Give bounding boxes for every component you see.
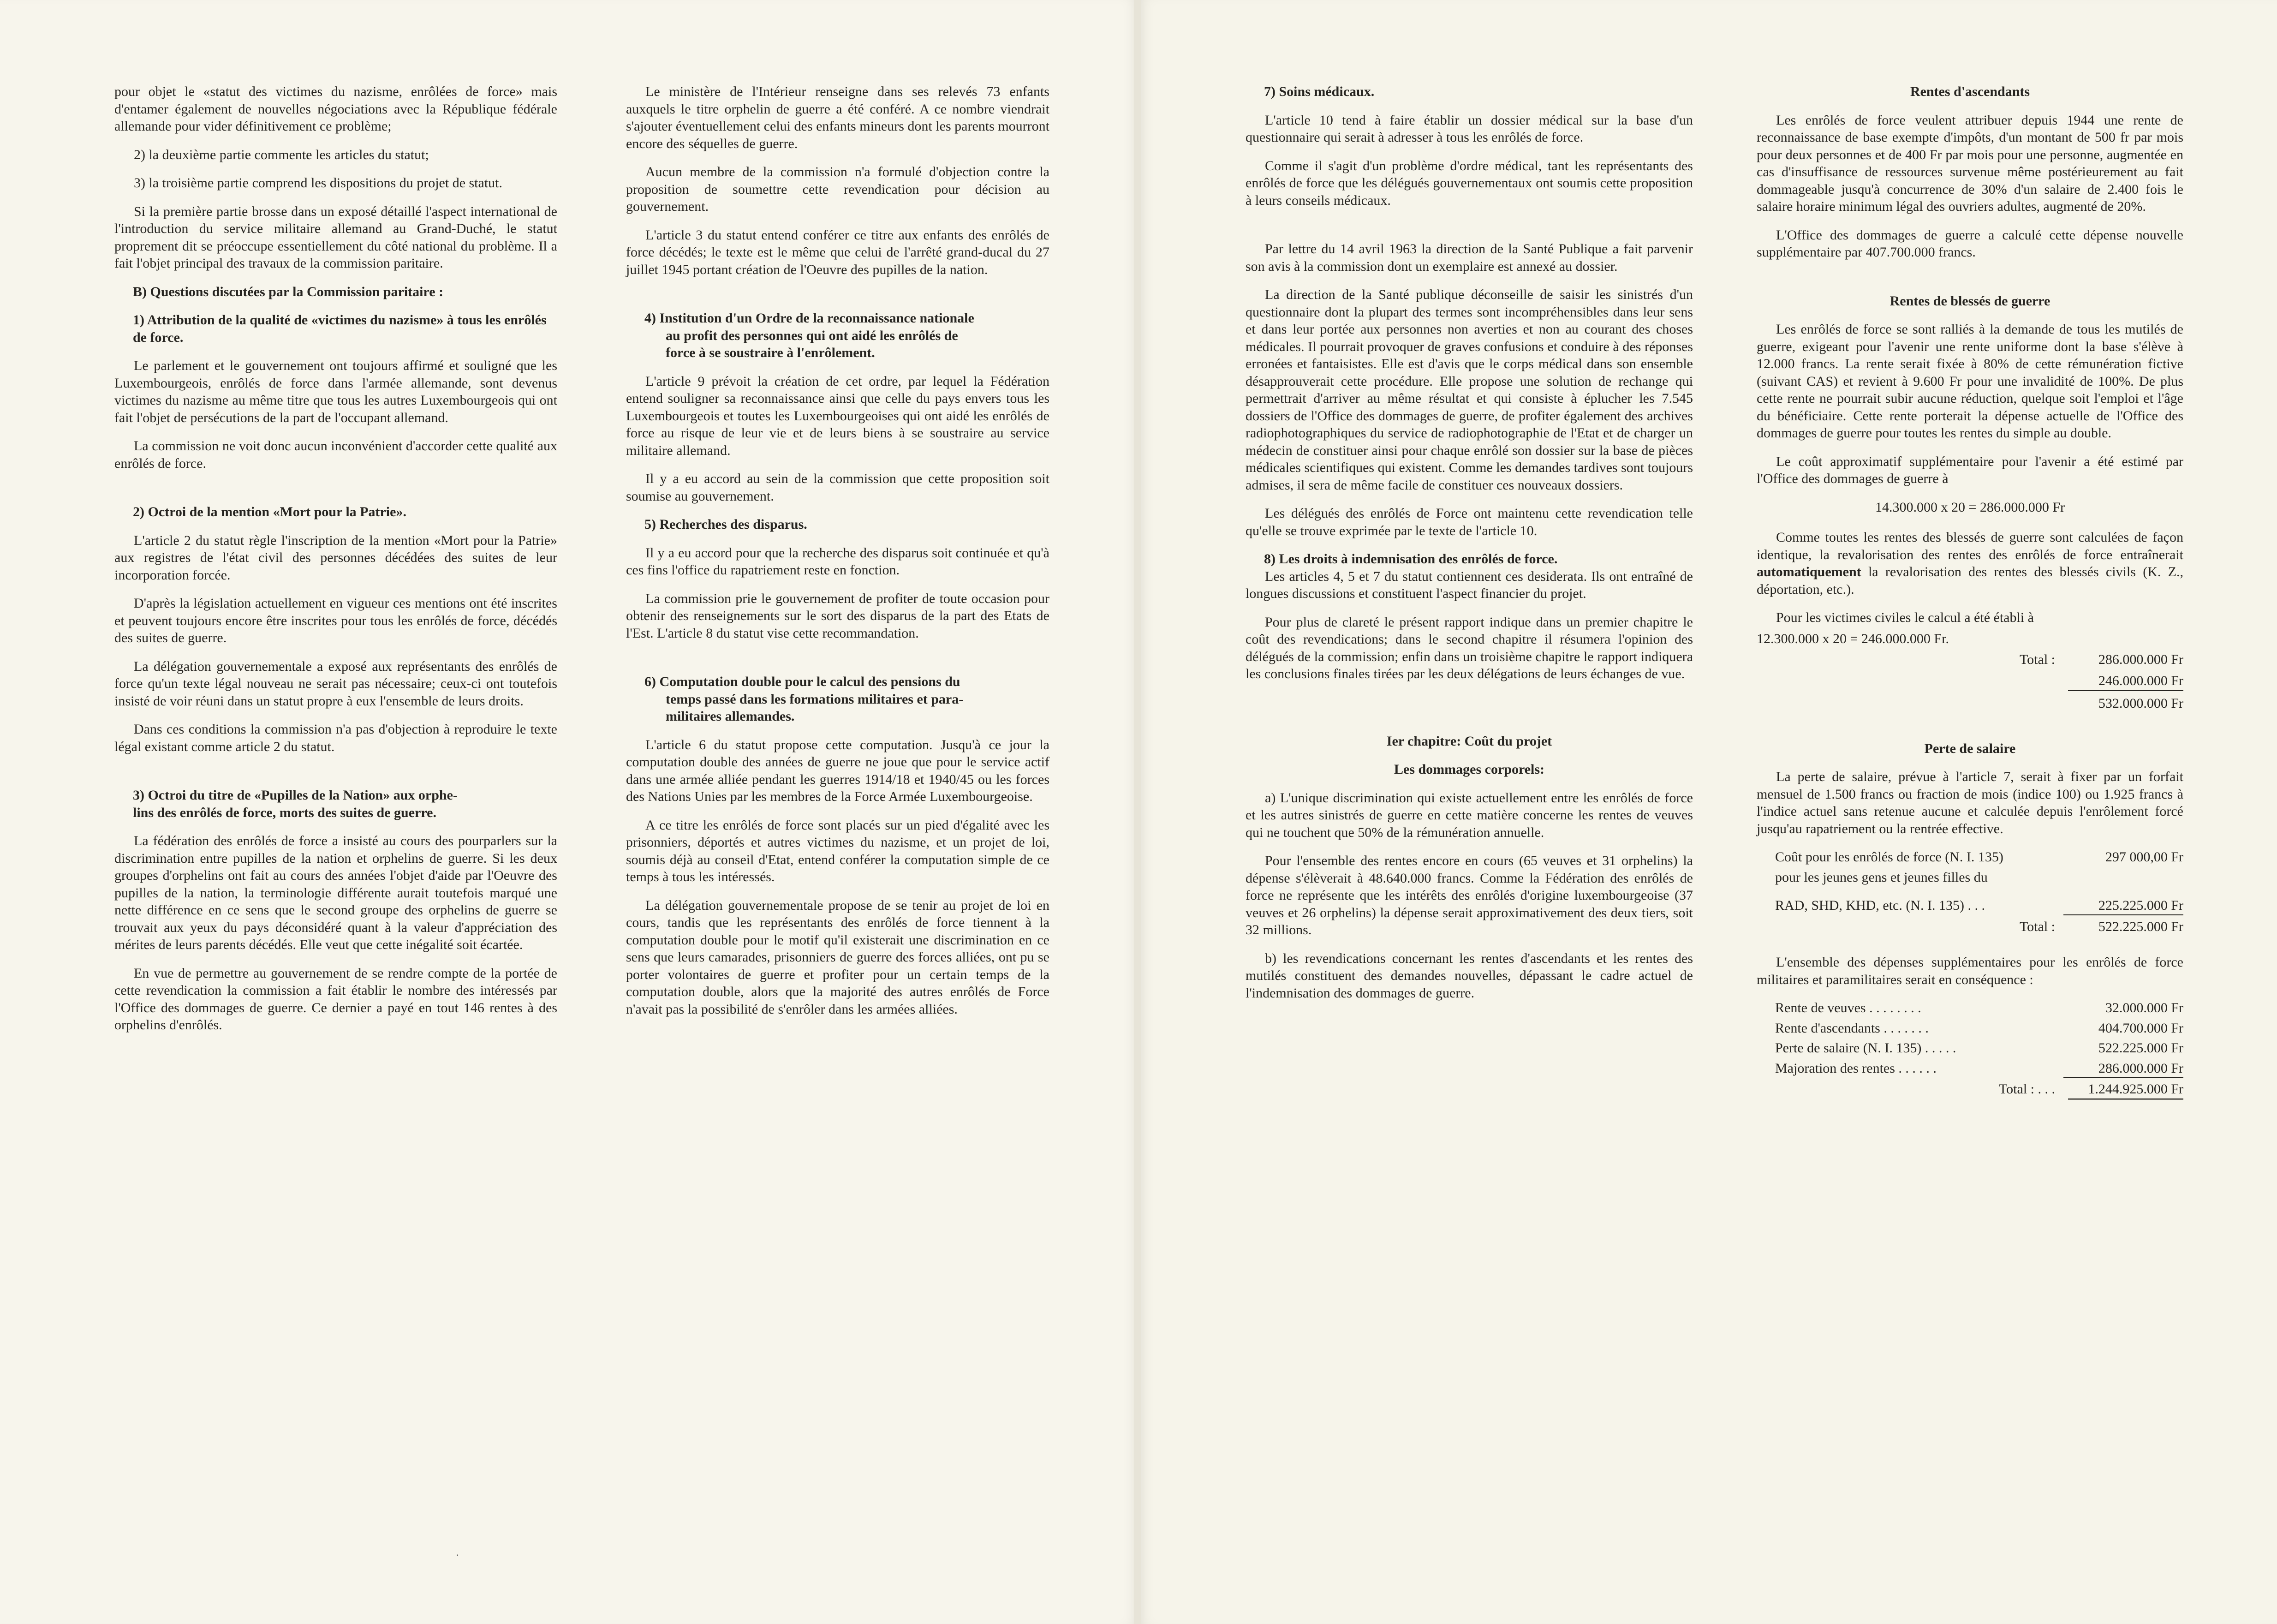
heading-line: lins des enrôlés de force, morts des suites de guerre. bbox=[133, 805, 436, 820]
paragraph: a) L'unique discrimination qui existe actuellement entre les enrôlés de force et les autres sinistrés de guerre en cette matière concerne les rentes de veuves qui ne touchent que 50% de la rémunération annuelle. bbox=[1246, 790, 1693, 840]
paragraph: La direction de la Santé publique déconseille de saisir les sinistrés d'un questionnaire dont la plupart des termes sont incompréhensibles dans leur sens et dans leur portée aux personnes non averties et non au courant des choses médicales. Il pourrait provoquer de graves confusions et conduire à des réponses erronées et fantaisistes. Elle est d'avis que le corps médical dans son ensemble désapprouverait cette procédure. Elle propose une solution de rechange qui permettrait d'arriver au même résultat et qui consiste à éplucher les 7.545 dossiers de l'Office des dommages de guerre, de profiter également des archives radiophotographiques du service de radiophotographie de l'Etat et de charger un médecin de constituer ainsi pour chaque enrôlé son dossier sur la base de pièces médicales scientifiques qui existent. Comme les demandes tardives sont toujours admises, il sera de même facile de constituer ces nouveaux dossiers. bbox=[1246, 287, 1693, 493]
expense-value: 404.700.000 Fr bbox=[2098, 1020, 2183, 1036]
paragraph: Les articles 4, 5 et 7 du statut contiennent ces desiderata. Ils ont entraîné de longues discussions et constituent l'aspect financier du projet. bbox=[1246, 568, 1693, 601]
paragraph: Si la première partie brosse dans un exposé détaillé l'aspect international de l'introduction du service militaire allemand au Grand-Duché, le statut proprement dit se préoccupe essentiellement du côté national du problème. Il a fait l'objet principal des travaux de la commission paritaire. bbox=[114, 203, 557, 271]
expense-value: 522.225.000 Fr bbox=[2098, 1040, 2183, 1056]
paragraph: L'Office des dommages de guerre a calculé cette dépense nouvelle supplémentaire par 407.700.000 francs. bbox=[1757, 227, 2183, 260]
column-4 bbox=[1757, 83, 2183, 1104]
heading-line: au profit des personnes qui ont aidé les enrôlés de bbox=[666, 328, 958, 343]
section-heading: Rentes d'ascendants bbox=[1910, 84, 2030, 99]
equation: 12.300.000 x 20 = 246.000.000 Fr. bbox=[1757, 631, 1949, 646]
paragraph: La commission ne voit donc aucun inconvénient d'accorder cette qualité aux enrôlés de force. bbox=[114, 438, 557, 471]
page-mark: · bbox=[456, 1549, 459, 1561]
section-heading bbox=[626, 673, 1049, 725]
heading-line: temps passé dans les formations militaires et para- bbox=[666, 691, 964, 707]
expense-row bbox=[1757, 999, 2183, 1017]
expense-value: 286.000.000 Fr bbox=[2063, 1060, 2183, 1078]
heading-line: 4) Institution d'un Ordre de la reconnaissance nationale bbox=[644, 310, 974, 326]
total-row bbox=[1757, 672, 2183, 692]
paragraph: La fédération des enrôlés de force a insisté au cours des pourparlers sur la discrimination entre pupilles de la nation et orphelins de guerre. Si les deux groupes d'orphelins ont fait au cours des années l'objet d'aide par l'Oeuvre des pupilles de la nation, la terminologie différente aurait toutefois marqué une nette différence en ce sens que le second groupe des orphelins de guerre se trouvait aux yeux du pays déconsidéré quant à la valeur d'appréciation des mérites de leurs parents décédés. Elle veut que cette inégalité soit écartée. bbox=[114, 833, 557, 952]
paragraph: L'article 10 tend à faire établir un dossier médical sur la base d'un questionnaire qui serait à adresser à tous les enrôlés de force. bbox=[1246, 112, 1693, 145]
column-1 bbox=[114, 83, 557, 1045]
paragraph: Le coût approximatif supplémentaire pour l'avenir a été estimé par l'Office des dommages de guerre à bbox=[1757, 454, 2183, 486]
paragraph: L'article 6 du statut propose cette computation. Jusqu'à ce jour la computation double des années de guerre ne joue que pour le service actif dans une armée alliée pendant les guerres 1914/18 et 1940/45 ou les forces des Nations Unies par les membres de la Force Armée Luxembourgeoise. bbox=[626, 737, 1049, 804]
expense-value: 32.000.000 Fr bbox=[2105, 1000, 2183, 1015]
section-heading: Rentes de blessés de guerre bbox=[1890, 293, 2050, 309]
column-2 bbox=[626, 83, 1049, 1029]
paragraph: Les enrôlés de force se sont ralliés à la demande de tous les mutilés de guerre, exigeant pour l'avenir une rente uniforme dont la base s'élève à 12.000 francs. La rente serait fixée à 80% de cette rémunération fictive (suivant CAS) et revient à 9.600 Fr pour une invalidité de 100%. De plus cette rente ne pourrait subir aucune réduction, quelque soit l'emploi et l'âge du bénéficiaire. Cette rente porterait la dépense actuelle de l'Office des dommages de guerre pour toutes les rentes du simple au double. bbox=[1757, 322, 2183, 441]
total-value: 246.000.000 Fr bbox=[2068, 672, 2183, 692]
section-heading: 1) Attribution de la qualité de «victimes du nazisme» à tous les enrôlés de force. bbox=[133, 312, 547, 345]
paragraph: b) les revendications concernant les rentes d'ascendants et les rentes des mutilés constituent des demandes nouvelles, dépassant le cadre actuel de l'indemnisation des dommages de guerre. bbox=[1246, 950, 1693, 1001]
total-row bbox=[1757, 918, 2183, 936]
paragraph: L'ensemble des dépenses supplémentaires pour les enrôlés de force militaires et paramilitaires serait en conséquence : bbox=[1757, 955, 2183, 987]
section-heading: 8) Les droits à indemnisation des enrôlés de force. bbox=[1264, 551, 1558, 567]
expense-row bbox=[1757, 1060, 2183, 1078]
section-heading: 2) Octroi de la mention «Mort pour la Patrie». bbox=[133, 504, 406, 519]
expense-label: Rente de veuves . . . . . . . . bbox=[1775, 1000, 1921, 1015]
paragraph: 2) la deuxième partie commente les articles du statut; bbox=[134, 147, 429, 162]
paragraph: pour objet le «statut des victimes du nazisme, enrôlées de force» mais d'entamer également de nouvelles négociations avec la République fédérale allemande pour vider définitivement ce problème; bbox=[114, 84, 557, 134]
heading-line: 6) Computation double pour le calcul des pensions du bbox=[644, 674, 960, 689]
expense-label: Majoration des rentes . . . . . . bbox=[1775, 1060, 1937, 1076]
expense-table bbox=[1757, 999, 2183, 1078]
total-row bbox=[1757, 651, 2183, 669]
paragraph: Par lettre du 14 avril 1963 la direction de la Santé Publique a fait parvenir son avis à la commission dont un exemplaire est annexé au dossier. bbox=[1246, 241, 1693, 274]
bold-run: automatiquement bbox=[1757, 564, 1861, 579]
paragraph: Dans ces conditions la commission n'a pas d'objection à reproduire le texte légal existant comme article 2 du statut. bbox=[114, 722, 557, 754]
equation: 14.300.000 x 20 = 286.000.000 Fr bbox=[1875, 499, 2065, 515]
paragraph: 3) la troisième partie comprend les dispositions du projet de statut. bbox=[134, 175, 502, 191]
cost-value: 225.225.000 Fr bbox=[2063, 897, 2183, 915]
paragraph: Pour l'ensemble des rentes encore en cours (65 veuves et 31 orphelins) la dépense s'élèverait à 48.640.000 francs. Comme la Fédération des enrôlés de force ne représente que les intérêts des enrôlés d'origine luxembourgeoise (37 veuves et 26 orphelins) la dépense serait approximativement des deux tiers, soit 32 millions. bbox=[1246, 853, 1693, 937]
heading-line: 3) Octroi du titre de «Pupilles de la Nation» aux orphe- bbox=[133, 788, 458, 803]
section-heading: Perte de salaire bbox=[1924, 740, 2016, 756]
paragraph: Il y a eu accord pour que la recherche des disparus soit continuée et qu'à ces fins l'office du rapatriement reste en fonction. bbox=[626, 545, 1049, 578]
paragraph bbox=[1757, 529, 2183, 598]
cost-label: Coût pour les enrôlés de force (N. I. 135) bbox=[1775, 849, 2003, 865]
column-3 bbox=[1246, 83, 1693, 1013]
paragraph: A ce titre les enrôlés de force sont placés sur un pied d'égalité avec les prisonniers, déportés et autres victimes du nazisme, et un projet de loi, soumis déjà au conseil d'Etat, entend conférer la computation simple de ce temps à tous les intéressés. bbox=[626, 817, 1049, 884]
paragraph: Pour les victimes civiles le calcul a été établi à bbox=[1776, 610, 2034, 625]
cost-row bbox=[1757, 897, 2183, 915]
cost-label: pour les jeunes gens et jeunes filles du bbox=[1775, 869, 1988, 885]
paragraph: L'article 2 du statut règle l'inscription de la mention «Mort pour la Patrie» aux registres de l'état civil des personnes décédées des suites de leur incorporation forcée. bbox=[114, 532, 557, 583]
text-run: la revalorisation des rentes des blessés civils (K. Z., déportation, etc.). bbox=[1757, 564, 2183, 597]
total-value: 522.225.000 Fr bbox=[2098, 919, 2183, 934]
paragraph: L'article 3 du statut entend conférer ce titre aux enfants des enrôlés de force décédés; le texte est le même que celui de l'arrêté grand-ducal du 27 juillet 1945 portant création de l'Oeuvre des pupilles de la nation. bbox=[626, 227, 1049, 277]
section-heading: Les dommages corporels: bbox=[1394, 762, 1545, 777]
total-label: Total : . . . bbox=[1998, 1081, 2055, 1097]
cost-label: RAD, SHD, KHD, etc. (N. I. 135) . . . bbox=[1775, 898, 1985, 913]
section-heading bbox=[626, 310, 1049, 362]
paragraph: La délégation gouvernementale propose de se tenir au projet de loi en cours, tandis que les représentants des enrôlés de force tiennent à la computation double pour le motif qu'il existerait une discrimination en ce sens que leurs camarades, prisonniers de guerre des forces alliées, ont pu se porter volontaires de guerre et profiter pour un certain temps de la computation double, alors que la majorité des autres enrôlés de Force n'avait pas la possibilité de s'enrôler dans les armées alliées. bbox=[626, 897, 1049, 1017]
expense-label: Perte de salaire (N. I. 135) . . . . . bbox=[1775, 1040, 1956, 1056]
paragraph: D'après la législation actuellement en vigueur ces mentions ont été inscrites et peuvent toujours encore être inscrites pour tous les enrôlés de force, décédés des suites de guerre. bbox=[114, 596, 557, 645]
section-heading: B) Questions discutées par la Commission paritaire : bbox=[133, 284, 444, 299]
section-heading: 7) Soins médicaux. bbox=[1264, 84, 1375, 99]
text-run: Comme toutes les rentes des blessés de guerre sont calculées de façon identique, la revalorisation des rentes des enrôlés de force entraînerait bbox=[1757, 530, 2183, 562]
heading-line: force à se soustraire à l'enrôlement. bbox=[666, 345, 875, 360]
total-label: Total : bbox=[2019, 652, 2055, 667]
paragraph: Les délégués des enrôlés de Force ont maintenu cette revendication telle qu'elle se trouve exprimée par le texte de l'article 10. bbox=[1246, 506, 1693, 538]
paragraph: Pour plus de clareté le présent rapport indique dans un premier chapitre le coût des revendications; dans le second chapitre il résumera l'opinion des délégués de la commission; enfin dans un troisième chapitre le rapport indiquera les conclusions finales tirées par les deux délégations de leurs échanges de vue. bbox=[1246, 614, 1693, 681]
paragraph: Il y a eu accord au sein de la commission que cette proposition soit soumise au gouvernement. bbox=[626, 471, 1049, 504]
expense-row bbox=[1757, 1020, 2183, 1037]
paragraph: La délégation gouvernementale a exposé aux représentants des enrôlés de force qu'un texte légal nouveau ne serait pas nécessaire; ceux-ci ont toutefois insisté de voir réuni dans un statut propre à eux l'ensemble de leurs droits. bbox=[114, 658, 557, 709]
paragraph: Le parlement et le gouvernement ont toujours affirmé et souligné que les Luxembourgeois, enrôlés de force dans l'armée allemande, sont devenus victimes du nazisme au même titre que tous les autres Luxembourgeois qui ont fait l'objet de persécutions de la part de l'occupant allemand. bbox=[114, 358, 557, 425]
paragraph: L'article 9 prévoit la création de cet ordre, par lequel la Fédération entend souligner sa reconnaissance ainsi que celle du pays envers tous les Luxembourgeois et toutes les Luxembourgeoises qui ont aidé les enrôlés de force au risque de leur vie et de leurs biens à se soustraire au service militaire allemand. bbox=[626, 373, 1049, 458]
expense-row bbox=[1757, 1039, 2183, 1057]
total-row bbox=[1757, 695, 2183, 712]
paragraph: La commission prie le gouvernement de profiter de toute occasion pour obtenir des renseignements sur le sort des disparus de la part des Etats de l'Est. L'article 8 du statut vise cette recommandation. bbox=[626, 591, 1049, 641]
grand-total-row bbox=[1757, 1081, 2183, 1100]
expense-label: Rente d'ascendants . . . . . . . bbox=[1775, 1020, 1929, 1036]
section-heading bbox=[114, 787, 557, 821]
paragraph: Aucun membre de la commission n'a formulé d'objection contre la proposition de soumettre cette revendication pour décision au gouvernement. bbox=[626, 164, 1049, 214]
total-value: 532.000.000 Fr bbox=[2098, 696, 2183, 711]
section-heading: 5) Recherches des disparus. bbox=[644, 517, 807, 532]
total-value: 286.000.000 Fr bbox=[2098, 652, 2183, 667]
total-label: Total : bbox=[2019, 919, 2055, 934]
chapter-heading: Ier chapitre: Coût du projet bbox=[1386, 733, 1552, 749]
cost-row bbox=[1757, 869, 2183, 886]
paragraph: Les enrôlés de force veulent attribuer depuis 1944 une rente de reconnaissance de base exempte d'impôts, d'un montant de 500 fr par mois pour deux personnes et de 400 Fr par mois pour une personne, augmentée en cas d'insuffisance de ressources survenue même postérieurement au fait dommageable jusqu'à concurrence de 30% d'un salaire de 2.400 fois le salaire horaire minimum légal des ouvriers adultes, augmenté de 20%. bbox=[1757, 112, 2183, 214]
paragraph: En vue de permettre au gouvernement de se rendre compte de la portée de cette revendication la commission a fait établir le nombre des intéressés par l'Office des dommages de guerre. Ce dernier a payé en tout 146 rentes à des orphelins d'enrôlés. bbox=[114, 965, 557, 1033]
paragraph: Comme il s'agit d'un problème d'ordre médical, tant les représentants des enrôlés de force que les délégués gouvernementaux ont soumis cette proposition à leurs conseils médicaux. bbox=[1246, 158, 1693, 208]
heading-line: militaires allemandes. bbox=[666, 709, 795, 724]
cost-row bbox=[1757, 848, 2183, 866]
grand-total-value: 1.244.925.000 Fr bbox=[2068, 1081, 2183, 1100]
paragraph: La perte de salaire, prévue à l'article 7, serait à fixer par un forfait mensuel de 1.500 francs ou fraction de mois (indice 100) ou 1.925 francs à l'indice actuel sans retenue aucune et calculée depuis l'enrôlement forcé jusqu'au rapatriement ou la rentrée effective. bbox=[1757, 769, 2183, 836]
paragraph: Le ministère de l'Intérieur renseigne dans ses relevés 73 enfants auxquels le titre orphelin de guerre a été conféré. A ce nombre viendrait s'ajouter éventuellement celui des enfants mineurs dont les parents mourront encore des séquelles de guerre. bbox=[626, 84, 1049, 151]
cost-value: 297 000,00 Fr bbox=[2105, 849, 2183, 865]
